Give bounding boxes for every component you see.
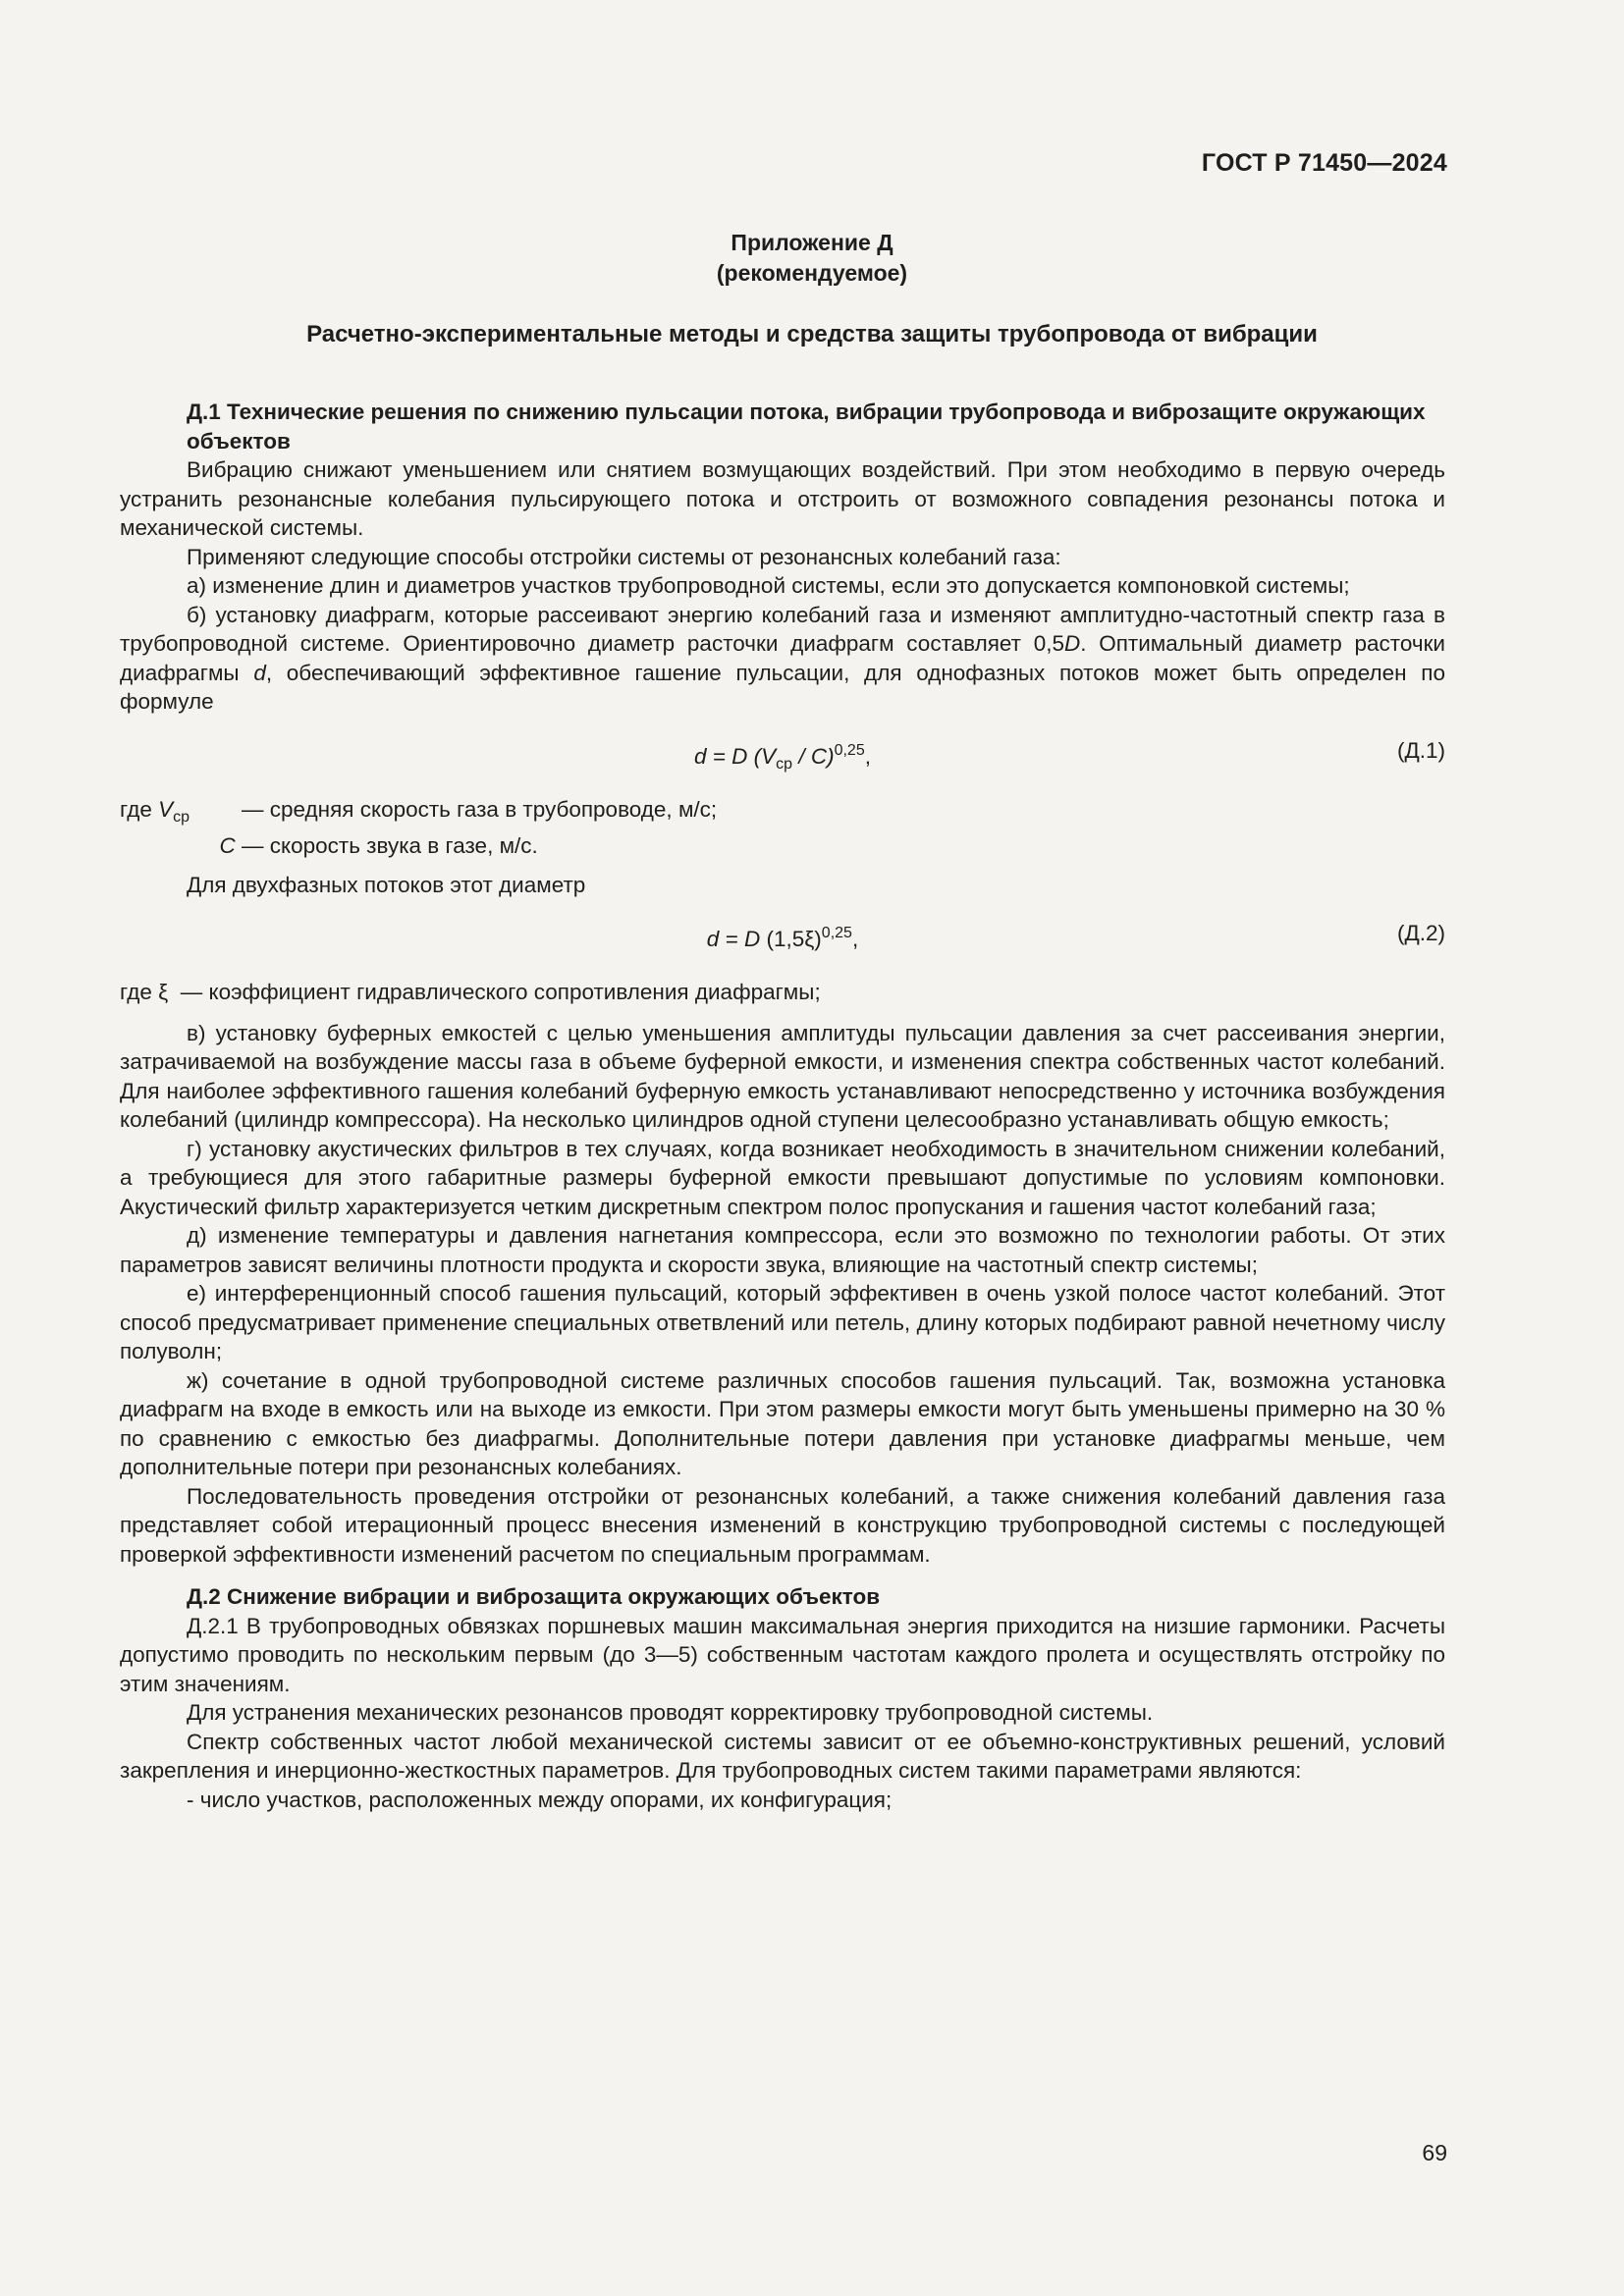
page-number: 69 xyxy=(1422,2140,1447,2165)
paragraph: Для двухфазных потоков этот диаметр xyxy=(187,872,586,897)
formula-expression: d = D $(V_{ср} / C)^{0,25}$, xyxy=(694,741,871,773)
annex-title: Приложение Д xyxy=(731,230,893,255)
list-item-a: а) изменение длин и диаметров участков трубопроводной системы, если это допускается компоновкой системы; xyxy=(187,573,1350,598)
section-heading-d1: Д.1 Технические решения по снижению пульсации потока, вибрации трубопровода и виброзащите окружающих объектов xyxy=(187,400,1426,454)
list-item-zh: ж) сочетание в одной трубопроводной системе различных способов гашения пульсаций. Так, возможна установка диафрагм на входе в емкость или на выходе из емкости. При этом размеры емкости могут быть уменьшены примерно на 30 % по сравнению с емкостью без диафрагмы. Дополнительные потери давления при установке диафрагмы меньше, чем дополнительные потери при резонансных колебаниях. xyxy=(120,1367,1445,1479)
paragraph: Спектр собственных частот любой механической системы зависит от ее объемно-конструктивных решений, условий закрепления и инерционно-жесткостных параметров. Для трубопроводных систем такими параметрами являются: xyxy=(120,1729,1445,1783)
paragraph: Для устранения механических резонансов проводят корректировку трубопроводной системы. xyxy=(187,1700,1154,1725)
where-symbol: C xyxy=(219,833,236,858)
paragraph: Вибрацию снижают уменьшением или снятием возмущающих воздействий. При этом необходимо в первую очередь устранить резонансные колебания пульсирующего потока и отстроить от возможного совпадения резонансы потока и механической системы. xyxy=(120,457,1445,540)
formula-d2 xyxy=(120,919,1445,951)
annex-status: (рекомендуемое) xyxy=(716,260,908,286)
standard-id: ГОСТ Р 71450—2024 xyxy=(1201,149,1447,177)
list-item-d: д) изменение температуры и давления нагнетания компрессора, если это возможно по технологии работы. От этих параметров зависят величины плотности продукта и скорости звука, влияющие на частотный спектр системы; xyxy=(120,1223,1445,1277)
where-row xyxy=(120,831,1445,861)
where-definition: — средняя скорость газа в трубопроводе, м/с; xyxy=(242,796,718,822)
paragraph: Д.2.1 В трубопроводных обвязках поршневых машин максимальная энергия приходится на низшие гармоники. Расчеты допустимо проводить по нескольким первым (до 3—5) собственным частотам каждого пролета и осуществлять отстройку по этим значениям. xyxy=(120,1613,1445,1696)
list-item-b: б) установку диафрагм, которые рассеивают энергию колебаний газа и изменяют амплитудно-частотный спектр газа в трубопроводной системе. Ориентировочно диаметр расточки диафрагм составляет 0,5D. Оптимальный диаметр расточки диафрагмы d, обеспечивающий эффективное гашение пульсации, для однофазных потоков может быть определен по формуле xyxy=(120,602,1446,714)
formula-number: (Д.1) xyxy=(1397,737,1445,763)
list-item-e: е) интерференционный способ гашения пульсаций, который эффективен в очень узкой полосе частот колебаний. Этот способ предусматривает применение специальных ответвлений или петель, длину которых подбирают равной нечетному числу полуволн; xyxy=(120,1281,1445,1363)
formula-d1 xyxy=(120,736,1445,773)
list-item-g: г) установку акустических фильтров в тех случаях, когда возникает необходимость в значительном снижении колебаний, а требующиеся для этого габаритные размеры буферной емкости превышают допустимые по условиям компоновки. Акустический фильтр характеризуется четким дискретным спектром полос пропускания и гашения частот колебаний газа; xyxy=(120,1136,1445,1219)
document-body xyxy=(120,398,1445,1814)
annex-heading: Расчетно-экспериментальные методы и средства защиты трубопровода от вибрации xyxy=(306,321,1318,347)
where-definition: — скорость звука в газе, м/с. xyxy=(242,833,538,858)
where-symbol: где $V_{ср}$ xyxy=(120,796,190,826)
annex-title-block xyxy=(0,228,1624,289)
list-item: - число участков, расположенных между опорами, их конфигурация; xyxy=(187,1787,893,1812)
paragraph: Применяют следующие способы отстройки системы от резонансных колебаний газа: xyxy=(187,544,1061,569)
where-row xyxy=(120,795,1445,832)
formula-number: (Д.2) xyxy=(1397,921,1445,945)
paragraph: Последовательность проведения отстройки от резонансных колебаний, а также снижения колебаний давления газа представляет собой итерационный процесс внесения изменений в конструкцию трубопроводной системы с последующей проверкой эффективности изменений расчетом по специальным программам. xyxy=(120,1483,1445,1567)
where-symbol: где ξ — коэффициент гидравлического сопротивления диафрагмы; xyxy=(120,980,821,1004)
section-heading-d2: Д.2 Снижение вибрации и виброзащита окружающих объектов xyxy=(187,1584,881,1609)
where-row xyxy=(120,978,1445,1007)
formula-expression: d = D $(1,5\xi)^{0,25}$, xyxy=(706,925,859,951)
list-item-v: в) установку буферных емкостей с целью уменьшения амплитуды пульсации давления за счет рассеивания энергии, затрачиваемой на возбуждение массы газа в объеме буферной емкости, и изменения спектра собственных частот колебаний. Для наиболее эффективного гашения колебаний буферную емкость устанавливают непосредственно у источника возбуждения колебаний (цилиндр компрессора). На несколько цилиндров одной ступени целесообразно устанавливать общую емкость; xyxy=(120,1020,1445,1132)
